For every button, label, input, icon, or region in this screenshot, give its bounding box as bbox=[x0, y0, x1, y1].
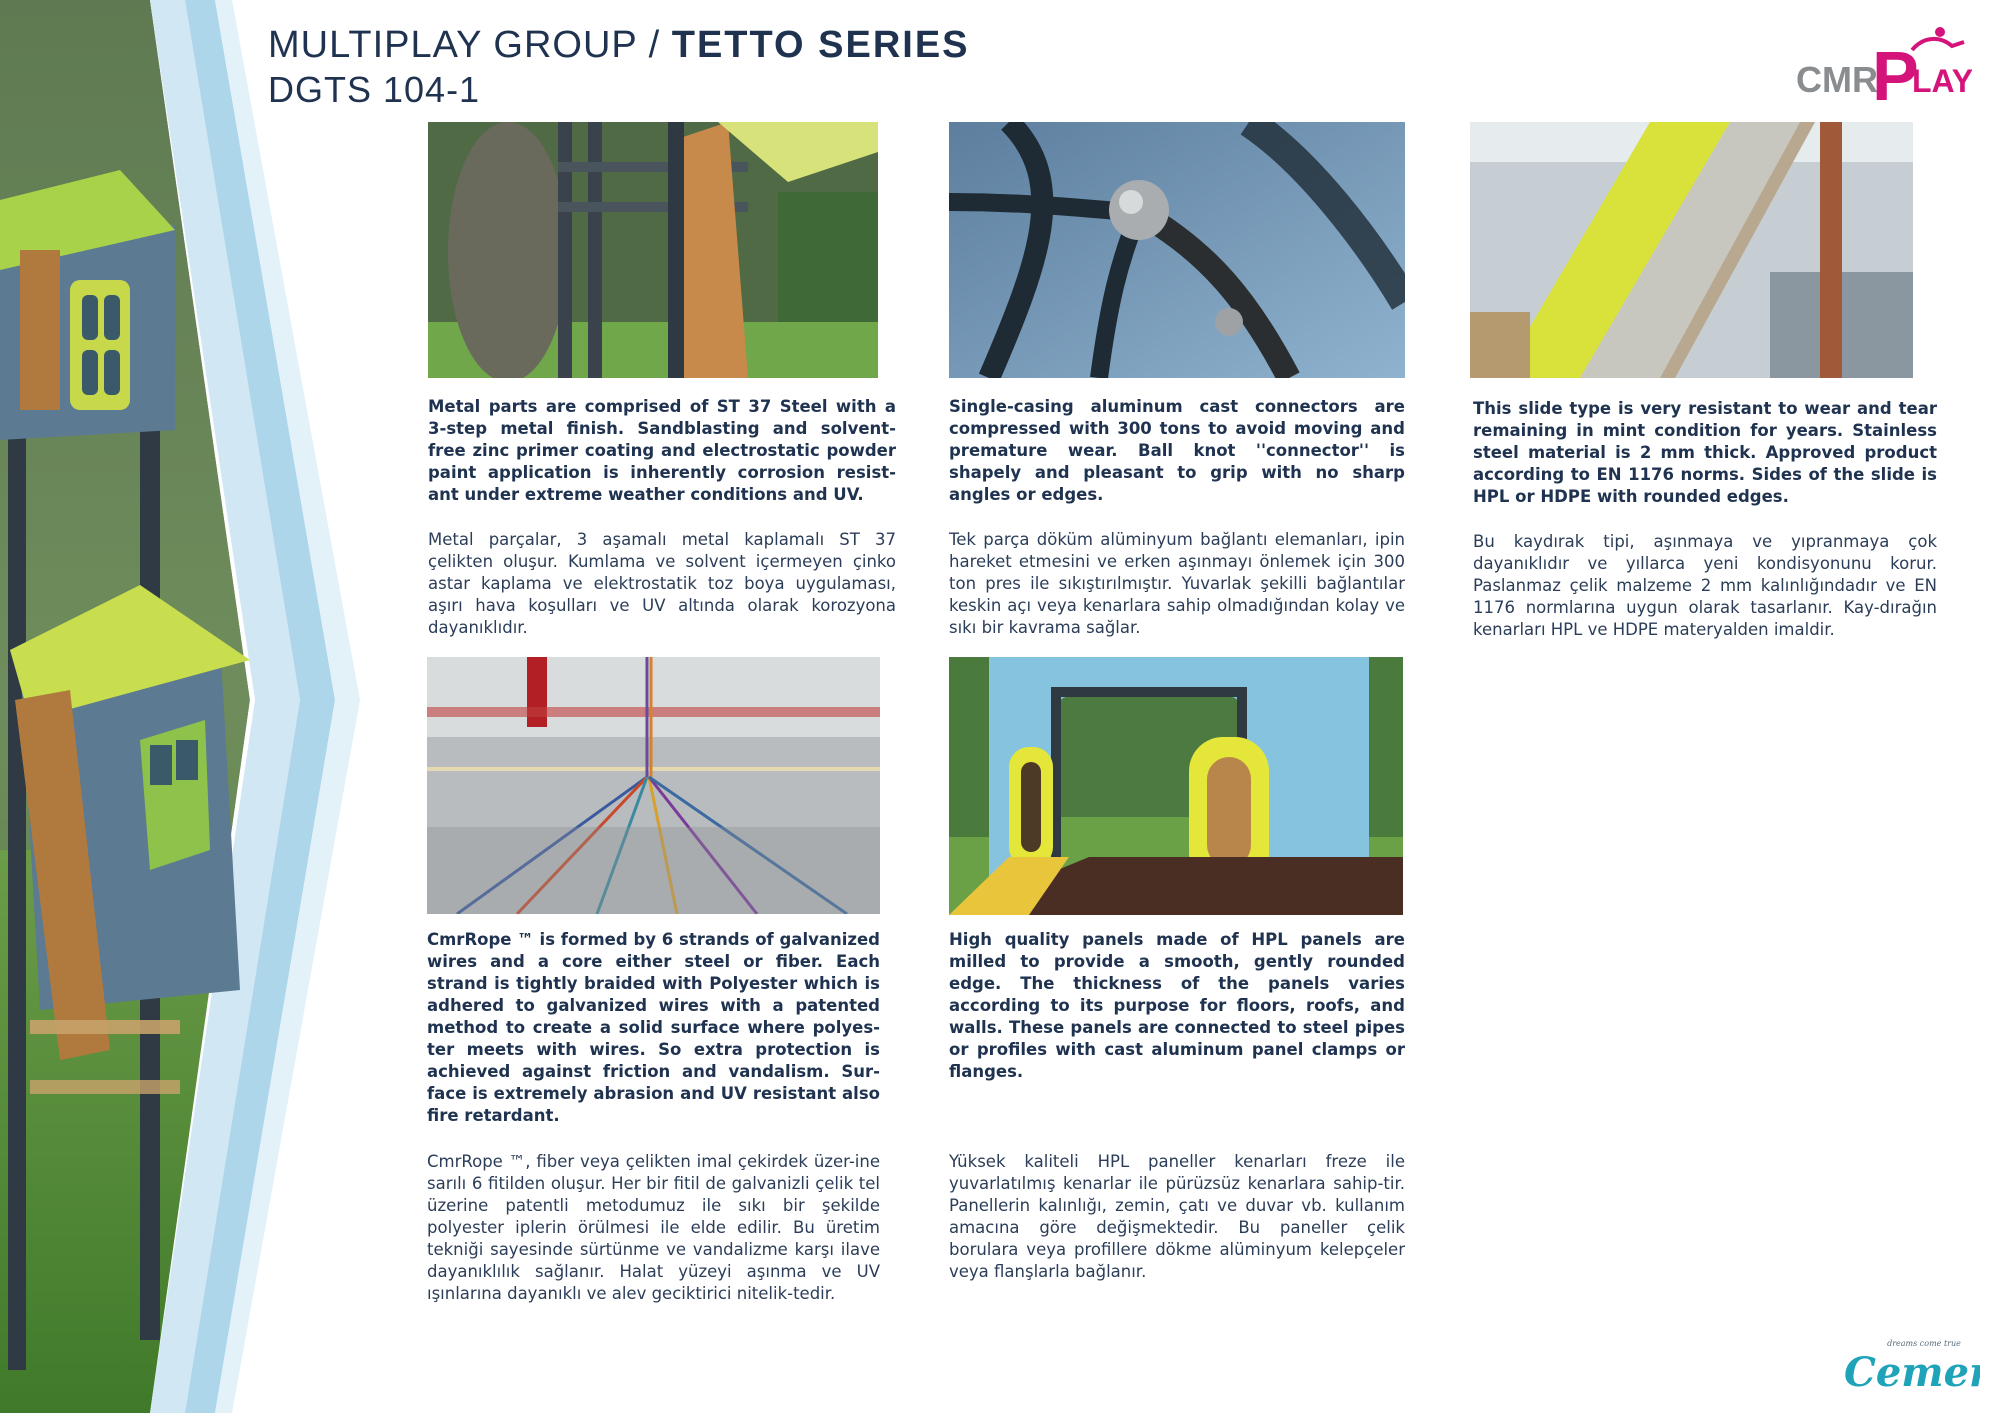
metal-description-tr: Metal parçalar, 3 aşamalı metal kaplamalı ST 37 çelikten oluşur. Kumlama ve solvent içermeyen çinko astar kaplama ve elektrostatik toz boya uygulaması, aşırı hava koşulları ve UV altında olarak korozyona dayanıklıdır. bbox=[428, 530, 896, 637]
rope-description-tr: CmrRope ™, fiber veya çelikten imal çekirdek üzer-ine sarılı 6 fitilden oluşur. Her bir fitil de galvanizli çelik tel üzerine patentli metodumuz ile sıkı bir şekilde polyester iplerin örülmesi ile elde edilir. Bu üretim tekniği sayesinde sürtünme ve vandalizme karşı ilave dayanıklılık sağlanır. Halat yüzeyi aşınma ve UV ışınlarına dayanıklı ve alev geciktirici nitelik-tedir. bbox=[427, 1152, 880, 1303]
svg-text:P: P bbox=[1872, 37, 1919, 112]
title-series: TETTO SERIES bbox=[671, 24, 970, 66]
cmrplay-logo bbox=[1792, 22, 1972, 112]
rope-description-en: CmrRope ™ is formed by 6 strands of galvanized wires and a core either steel or fiber. Each strand is tightly braided with Polyester which is adhered to galvanized wires with a patented method to create a solid surface where polyes-ter meets with wires. So extra protection is achieved against friction and vandalism. Sur-face is extremely abrasion and UV resistant also fire retardant. bbox=[427, 930, 880, 1125]
slide-description-tr: Bu kaydırak tipi, aşınmaya ve yıpranmaya çok dayanıklıdır ve yıllarca yeni kondisyonunu korur. Paslanmaz çelik malzeme 2 mm kalınlığındadır ve EN 1176 normlarına uygun olarak tasarlanır. Kay-dırağın kenarları HPL ve HDPE materyalden imaldir. bbox=[1473, 532, 1937, 639]
connector-description-en: Single-casing aluminum cast connectors are compressed with 300 tons to avoid moving and premature wear. Ball knot ''connector'' is shapely and pleasant to grip with no sharp angles or edges. bbox=[949, 397, 1405, 504]
photo-metal-parts bbox=[428, 122, 878, 378]
svg-text:CMR: CMR bbox=[1796, 59, 1878, 100]
cemer-logo bbox=[1840, 1330, 1980, 1400]
connector-description-tr: Tek parça döküm alüminyum bağlantı elemanları, ipin hareket etmesini ve erken aşınmayı önlemek için 300 ton pres ile sıkıştırılmıştır. Yuvarlak şekilli bağlantılar keskin açı veya kenarlara sahip olmadığından kolay ve sıkı bir kavrama sağlar. bbox=[949, 530, 1405, 637]
panels-description-en: High quality panels made of HPL panels are milled to provide a smooth, gently rounded edge. The thickness of the panels varies according to its purpose for floors, roofs, and walls. These panels are connected to steel pipes or profiles with cast aluminum panel clamps or flanges. bbox=[949, 930, 1405, 1081]
model-code: DGTS 104-1 bbox=[268, 69, 481, 110]
title-group: MULTIPLAY GROUP / bbox=[268, 24, 672, 66]
photo-stainless-slide bbox=[1470, 122, 1913, 378]
page-title bbox=[268, 22, 970, 68]
cemer-tagline: dreams come true bbox=[1887, 1339, 1961, 1348]
side-photo-playground-tower bbox=[0, 0, 370, 1413]
photo-hpl-panels bbox=[949, 657, 1403, 915]
slide-description-en: This slide type is very resistant to wear and tear remaining in mint condition for years. Stainless steel material is 2 mm thick. Approved product according to EN 1176 norms. Sides of the slide is HPL or HDPE with rounded edges. bbox=[1473, 399, 1937, 506]
cemer-wordmark: Cemer bbox=[1844, 1349, 1980, 1396]
svg-text:LAY: LAY bbox=[1912, 63, 1972, 99]
photo-rope-connector bbox=[949, 122, 1405, 378]
page-header bbox=[268, 22, 970, 112]
photo-cmrrope bbox=[427, 657, 880, 914]
metal-description-en: Metal parts are comprised of ST 37 Steel with a 3-step metal finish. Sandblasting and solvent-free zinc primer coating and electrostatic powder paint application is inherently corrosion resist-ant under extreme weather conditions and UV. bbox=[428, 397, 896, 504]
panels-description-tr: Yüksek kaliteli HPL paneller kenarları freze ile yuvarlatılmış kenarlar ile pürüzsüz kenarlara sahip-tir. Panellerin kalınlığı, zemin, çatı ve duvar vb. kullanım amacına göre değişmektedir. Bu paneller çelik borulara veya profillere dökme alüminyum kelepçeler veya flanşlarla bağlanır. bbox=[949, 1152, 1405, 1281]
